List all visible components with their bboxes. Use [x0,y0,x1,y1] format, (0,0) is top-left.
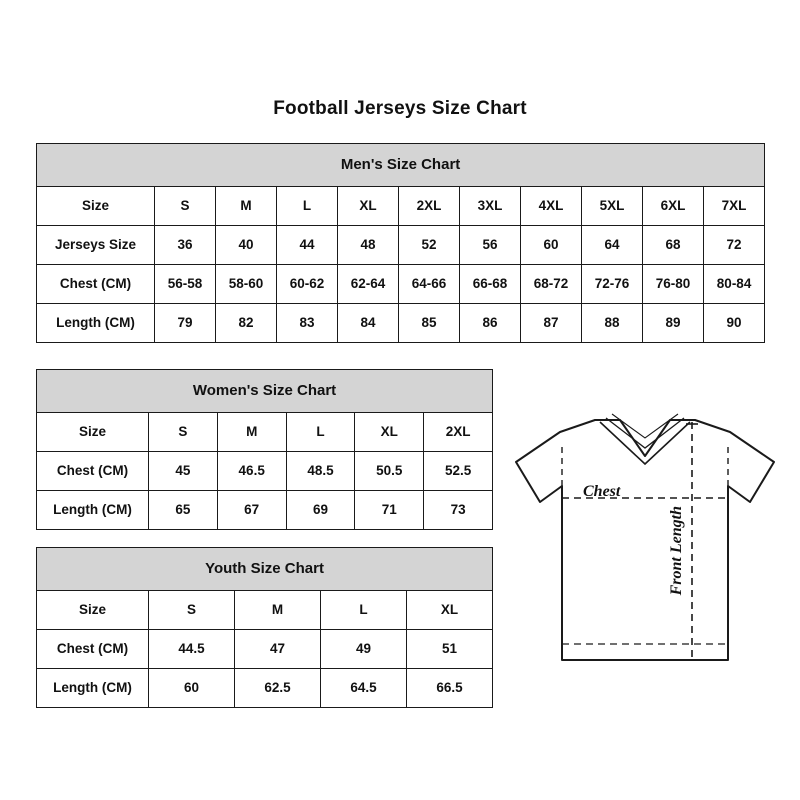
cell: 36 [155,226,216,265]
cell: 73 [424,491,493,530]
cell: M [217,413,286,452]
cell: 44.5 [149,630,235,669]
cell: 90 [704,304,765,343]
row-label: Chest (CM) [37,630,149,669]
cell: 72 [704,226,765,265]
cell: 51 [407,630,493,669]
front-length-measurement-label: Front Length [668,506,685,596]
cell: 2XL [399,187,460,226]
cell: 44 [277,226,338,265]
cell: 72-76 [582,265,643,304]
cell: 88 [582,304,643,343]
cell: 86 [460,304,521,343]
row-label: Length (CM) [37,304,155,343]
cell: 64 [582,226,643,265]
cell: 7XL [704,187,765,226]
youth-chart-caption: Youth Size Chart [37,548,493,591]
table-row [37,669,493,708]
table-caption-row [37,370,493,413]
cell: 62.5 [235,669,321,708]
row-label: Jerseys Size [37,226,155,265]
cell: 67 [217,491,286,530]
tshirt-measurement-diagram [500,398,790,698]
cell: 5XL [582,187,643,226]
womens-chart-caption: Women's Size Chart [37,370,493,413]
row-label: Length (CM) [37,491,149,530]
cell: 83 [277,304,338,343]
youth-size-chart [36,547,493,708]
table-row [37,226,765,265]
cell: XL [407,591,493,630]
cell: 85 [399,304,460,343]
cell: S [155,187,216,226]
mens-size-chart [36,143,765,343]
cell: M [235,591,321,630]
row-label: Chest (CM) [37,265,155,304]
cell: 80-84 [704,265,765,304]
cell: L [321,591,407,630]
cell: 48.5 [286,452,355,491]
cell: 4XL [521,187,582,226]
cell: S [149,413,218,452]
table-row [37,630,493,669]
row-label: Chest (CM) [37,452,149,491]
cell: 40 [216,226,277,265]
row-label: Length (CM) [37,669,149,708]
cell: 60-62 [277,265,338,304]
table-row [37,413,493,452]
cell: L [286,413,355,452]
cell: 3XL [460,187,521,226]
cell: 71 [355,491,424,530]
cell: 52.5 [424,452,493,491]
row-label: Size [37,413,149,452]
cell: 50.5 [355,452,424,491]
table-caption-row [37,548,493,591]
cell: 60 [521,226,582,265]
cell: 48 [338,226,399,265]
cell: XL [338,187,399,226]
table-row [37,265,765,304]
cell: S [149,591,235,630]
cell: 60 [149,669,235,708]
table-row [37,452,493,491]
cell: 69 [286,491,355,530]
womens-size-chart [36,369,493,530]
mens-chart-caption: Men's Size Chart [37,144,765,187]
cell: 58-60 [216,265,277,304]
cell: 49 [321,630,407,669]
row-label: Size [37,187,155,226]
cell: 82 [216,304,277,343]
cell: 62-64 [338,265,399,304]
cell: 56 [460,226,521,265]
cell: 47 [235,630,321,669]
cell: 64-66 [399,265,460,304]
cell: 76-80 [643,265,704,304]
cell: M [216,187,277,226]
table-row [37,187,765,226]
cell: 65 [149,491,218,530]
cell: 89 [643,304,704,343]
row-label: Size [37,591,149,630]
cell: 79 [155,304,216,343]
cell: 2XL [424,413,493,452]
cell: L [277,187,338,226]
cell: 46.5 [217,452,286,491]
cell: 68-72 [521,265,582,304]
cell: XL [355,413,424,452]
cell: 87 [521,304,582,343]
chest-measurement-label: Chest [583,483,621,500]
table-row [37,304,765,343]
cell: 45 [149,452,218,491]
cell: 56-58 [155,265,216,304]
table-caption-row [37,144,765,187]
page-title: Football Jerseys Size Chart [273,98,527,119]
cell: 66.5 [407,669,493,708]
cell: 84 [338,304,399,343]
cell: 68 [643,226,704,265]
tshirt-icon [500,398,790,698]
table-row [37,491,493,530]
cell: 52 [399,226,460,265]
cell: 64.5 [321,669,407,708]
cell: 66-68 [460,265,521,304]
cell: 6XL [643,187,704,226]
table-row [37,591,493,630]
